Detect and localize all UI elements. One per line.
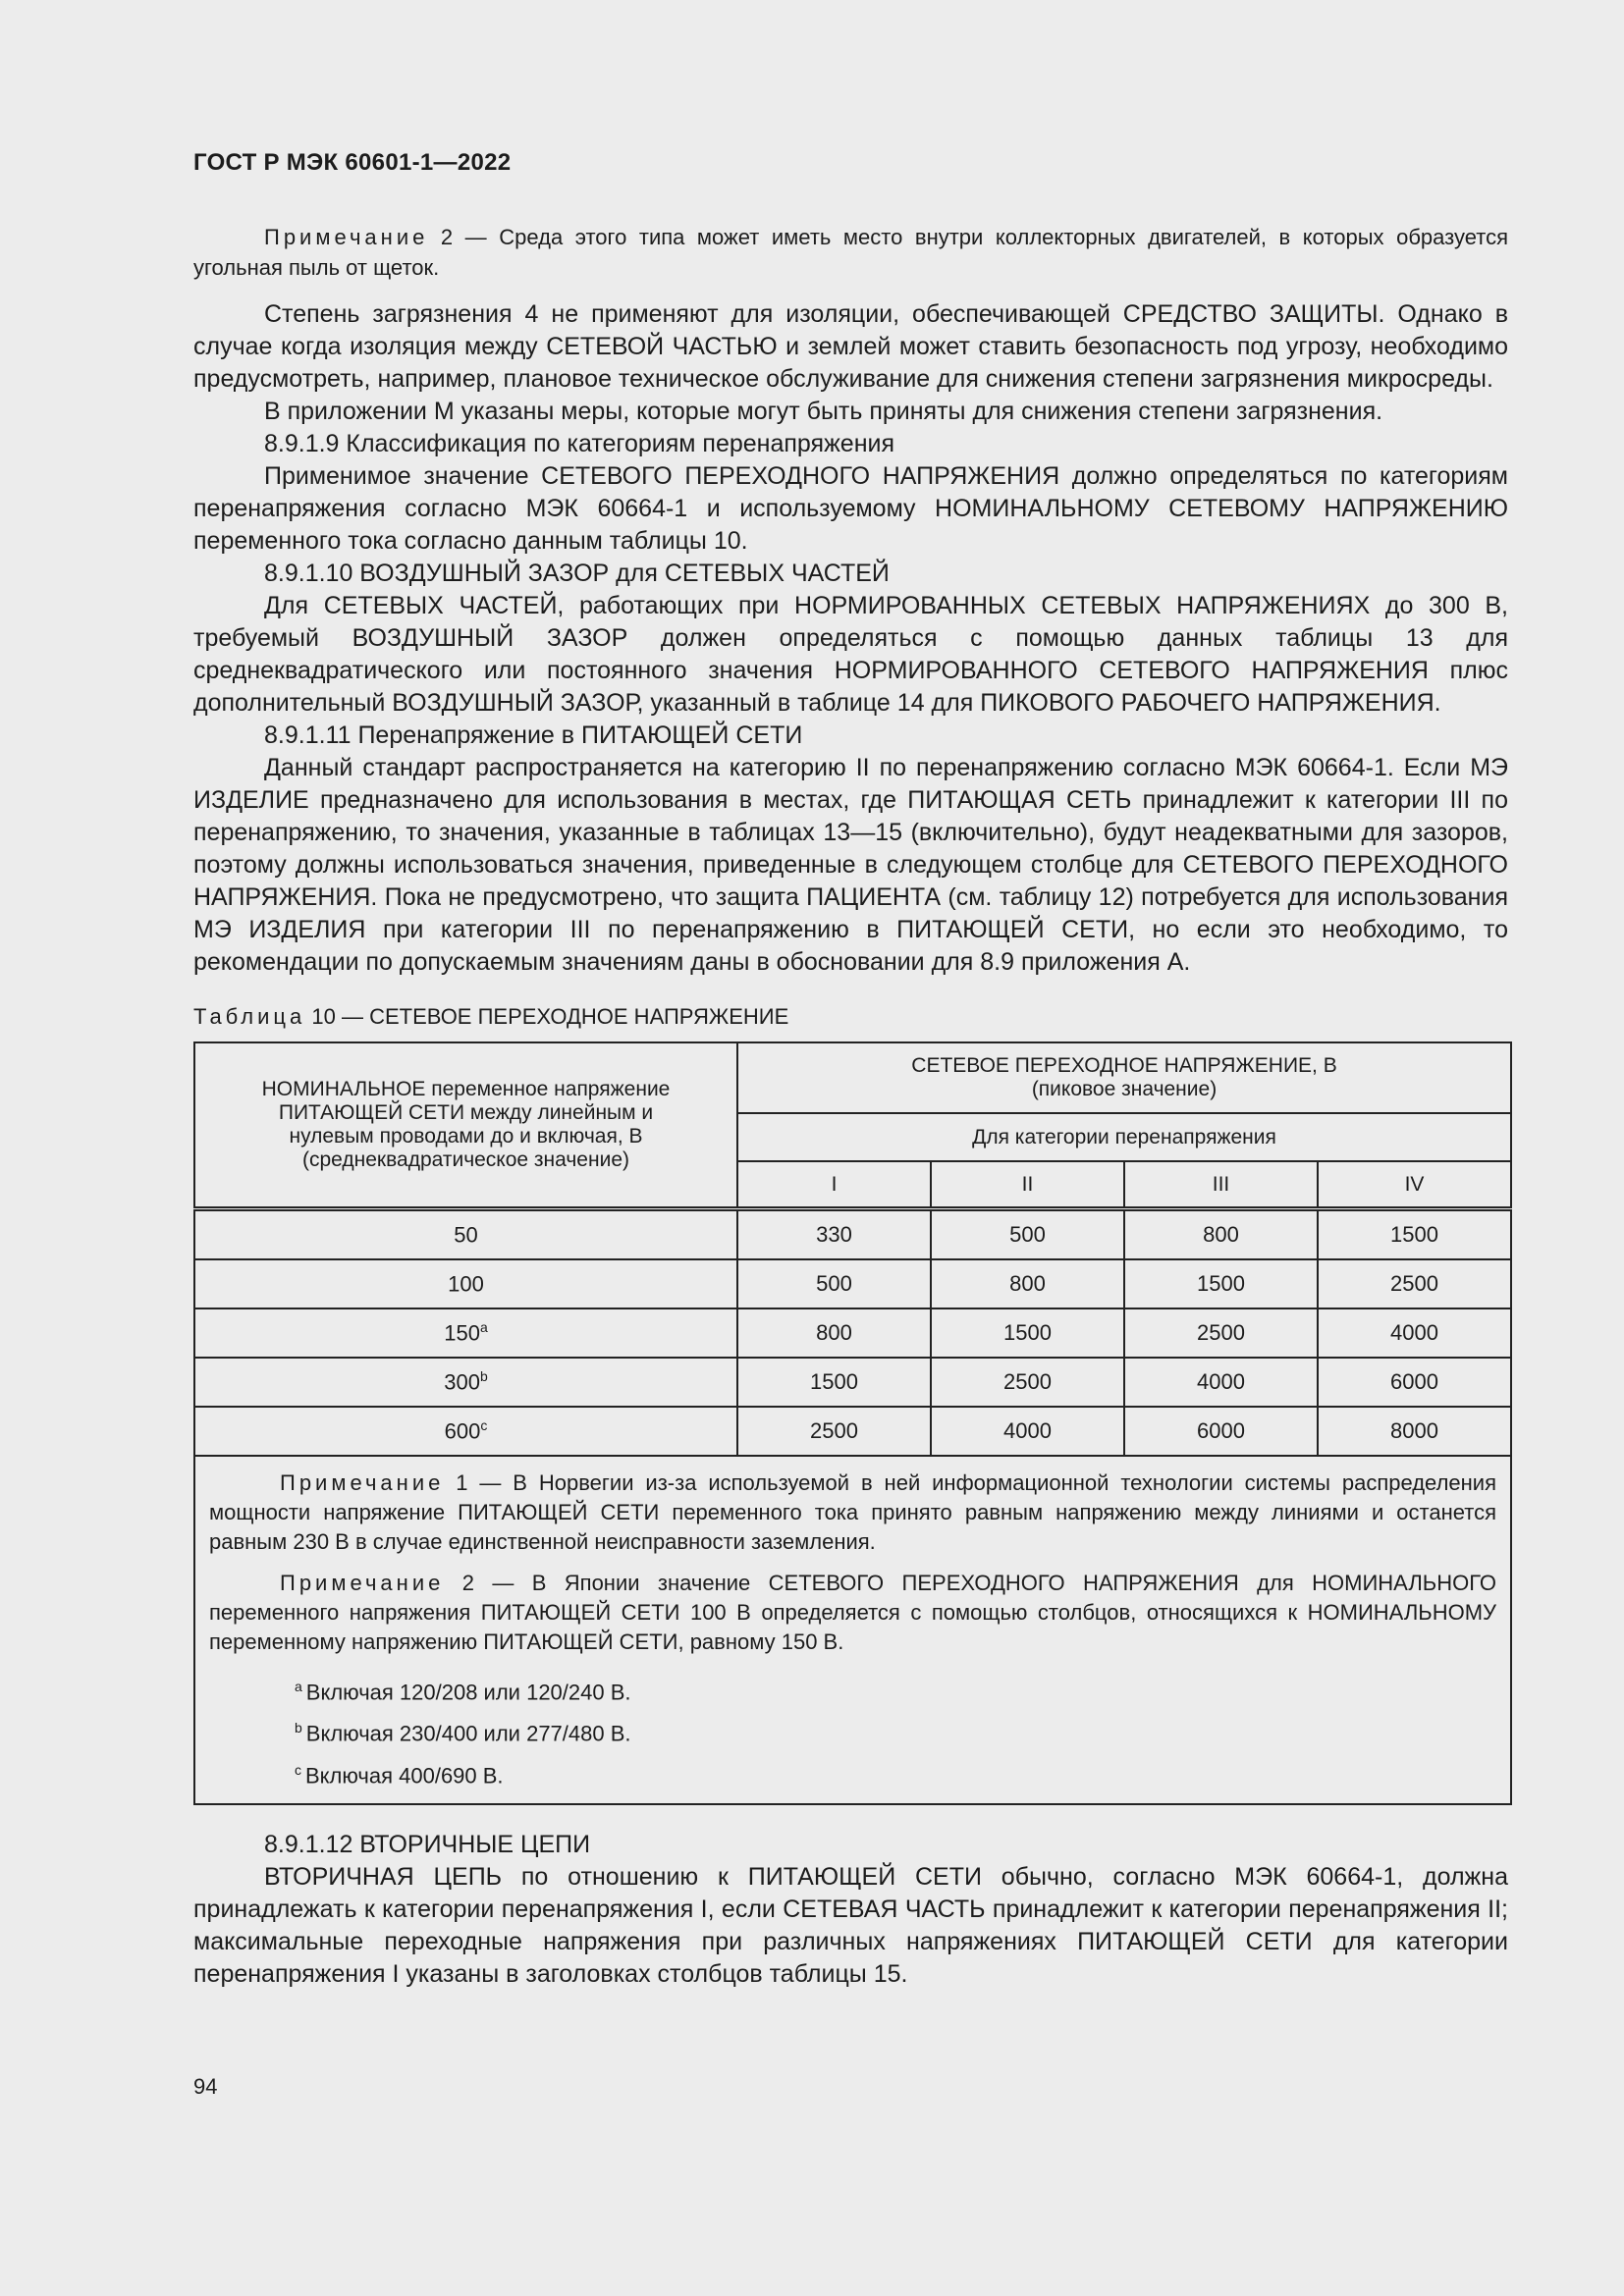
table-caption xyxy=(193,1002,1508,1032)
table-notes xyxy=(194,1456,1511,1804)
table-cell: 2500 xyxy=(931,1358,1124,1407)
row-voltage: 100 xyxy=(194,1259,737,1308)
category-I: I xyxy=(737,1161,931,1209)
table-cell: 6000 xyxy=(1318,1358,1511,1407)
paragraph-6: Для СЕТЕВЫХ ЧАСТЕЙ, работающих при НОРМИРОВАННЫХ СЕТЕВЫХ НАПРЯЖЕНИЯХ до 300 В, требуемый ВОЗДУШНЫЙ ЗАЗОР должен определяться с помощью данных таблицы 13 для среднеквадратического или постоянного значения НОРМИРОВАННОГО СЕТЕВОГО НАПРЯЖЕНИЯ плюс дополнительный ВОЗДУШНЫЙ ЗАЗОР, указанный в таблице 14 для ПИКОВОГО РАБОЧЕГО НАПРЯЖЕНИЯ. xyxy=(193,592,1508,717)
table-cell: 8000 xyxy=(1318,1407,1511,1456)
table-notes-row xyxy=(194,1456,1511,1804)
section-heading-8-9-1-10: 8.9.1.10 ВОЗДУШНЫЙ ЗАЗОР для СЕТЕВЫХ ЧАСТЕЙ xyxy=(264,560,890,587)
table-cell: 800 xyxy=(737,1308,931,1358)
table-cell: 4000 xyxy=(1318,1308,1511,1358)
note-paragraph xyxy=(193,222,1508,283)
paragraph-4: Применимое значение СЕТЕВОГО ПЕРЕХОДНОГО НАПРЯЖЕНИЯ должно определяться по категориям перенапряжения согласно МЭК 60664-1 и используемому НОМИНАЛЬНОМУ СЕТЕВОМУ НАПРЯЖЕНИЮ переменного тока согласно данным таблицы 10. xyxy=(193,462,1508,555)
group-header-subtitle: (пиковое значение) xyxy=(1031,1078,1218,1100)
table-row xyxy=(194,1308,1511,1358)
table-row xyxy=(194,1407,1511,1456)
table-note-1: Примечание 1 — В Норвегии из-за используемой в ней информационной технологии системы распределения мощности напряжение ПИТАЮЩЕЙ СЕТИ переменного тока принято равным напряжению между линиями и останется равным 230 В в случае единственной неисправности заземления. xyxy=(209,1470,1496,1554)
table-note-2: Примечание 2 — В Японии значение СЕТЕВОГО ПЕРЕХОДНОГО НАПРЯЖЕНИЯ для НОМИНАЛЬНОГО переменного напряжения ПИТАЮЩЕЙ СЕТИ 100 В определяется с помощью столбцов, относящихся к НОМИНАЛЬНОМУ переменному напряжению ПИТАЮЩЕЙ СЕТИ, равному 150 В. xyxy=(209,1571,1496,1654)
table-10 xyxy=(193,1041,1512,1805)
category-III: III xyxy=(1124,1161,1318,1209)
paragraph-2: В приложении М указаны меры, которые могут быть приняты для снижения степени загрязнения. xyxy=(264,398,1383,425)
table-cell: 500 xyxy=(737,1259,931,1308)
table-row xyxy=(194,1209,1511,1260)
category-II: II xyxy=(931,1161,1124,1209)
table-cell: 2500 xyxy=(737,1407,931,1456)
table-cell: 1500 xyxy=(1124,1259,1318,1308)
table-caption-text: 10 — СЕТЕВОЕ ПЕРЕХОДНОЕ НАПРЯЖЕНИЕ xyxy=(305,1004,789,1029)
table-cell: 1500 xyxy=(931,1308,1124,1358)
footnote-a: $^a$ Включая 120/208 или 120/240 В. xyxy=(295,1679,631,1705)
table-cell: 500 xyxy=(931,1209,1124,1260)
table-cell: 330 xyxy=(737,1209,931,1260)
footnote-b: $^b$ Включая 230/400 или 277/480 В. xyxy=(295,1720,631,1746)
note-label: Примечание xyxy=(264,225,429,249)
footnote-c: $^c$ Включая 400/690 В. xyxy=(295,1761,504,1788)
section-heading-8-9-1-11: 8.9.1.11 Перенапряжение в ПИТАЮЩЕЙ СЕТИ xyxy=(264,721,803,749)
paragraph-8: Данный стандарт распространяется на категорию II по перенапряжению согласно МЭК 60664-1. Если МЭ ИЗДЕЛИЕ предназначено для использования в местах, где ПИТАЮЩАЯ СЕТЬ принадлежит к категории III по перенапряжению, то значения, указанные в таблицах 13—15 (включительно), будут неадекватными для зазоров, поэтому должны использоваться значения, приведенные в следующем столбце для СЕТЕВОГО ПЕРЕХОДНОГО НАПРЯЖЕНИЯ. Пока не предусмотрено, что защита ПАЦИЕНТА (см. таблицу 12) потребуется для использования МЭ ИЗДЕЛИЯ при категории III по перенапряжению в ПИТАЮЩЕЙ СЕТИ, но если это необходимо, то рекомендации по допускаемым значениям даны в обосновании для 8.9 приложения А. xyxy=(193,754,1508,976)
row-voltage: 300$^b$ xyxy=(194,1358,737,1407)
table-cell: 800 xyxy=(931,1259,1124,1308)
table-row xyxy=(194,1259,1511,1308)
section-heading-8-9-1-9: 8.9.1.9 Классификация по категориям перенапряжения xyxy=(264,430,895,457)
table-cell: 1500 xyxy=(737,1358,931,1407)
table-cell: 4000 xyxy=(1124,1358,1318,1407)
table-cell: 6000 xyxy=(1124,1407,1318,1456)
table-cell: 4000 xyxy=(931,1407,1124,1456)
row-voltage: 50 xyxy=(194,1209,737,1260)
group-header-title: СЕТЕВОЕ ПЕРЕХОДНОЕ НАПРЯЖЕНИЕ, В xyxy=(911,1054,1337,1077)
row-voltage: 600$^c$ xyxy=(194,1407,737,1456)
document-header: ГОСТ Р МЭК 60601-1—2022 xyxy=(193,149,512,176)
table-row xyxy=(194,1358,1511,1407)
page-number: 94 xyxy=(193,2074,218,2099)
paragraph-1: Степень загрязнения 4 не применяют для изоляции, обеспечивающей СРЕДСТВО ЗАЩИТЫ. Однако в случае когда изоляция между СЕТЕВОЙ ЧАСТЬЮ и землей может ставить безопасность под угрозу, необходимо предусмотреть, например, плановое техническое обслуживание для снижения степени загрязнения микросреды. xyxy=(193,300,1508,393)
category-IV: IV xyxy=(1318,1161,1511,1209)
row-voltage: 150$^a$ xyxy=(194,1308,737,1358)
table-cell: 800 xyxy=(1124,1209,1318,1260)
section-heading-8-9-1-12: 8.9.1.12 ВТОРИЧНЫЕ ЦЕПИ xyxy=(264,1830,591,1858)
table-caption-label: Таблица xyxy=(193,1004,306,1029)
paragraph-10: ВТОРИЧНАЯ ЦЕПЬ по отношению к ПИТАЮЩЕЙ СЕТИ обычно, согласно МЭК 60664-1, должна принадлежать к категории перенапряжения I, если СЕТЕВАЯ ЧАСТЬ принадлежит к категории перенапряжения II; максимальные переходные напряжения при различных напряжениях ПИТАЮЩЕЙ СЕТИ для категории перенапряжения I указаны в заголовках столбцов таблицы 15. xyxy=(193,1862,1508,1988)
column-header-nominal-voltage: НОМИНАЛЬНОЕ переменное напряжение ПИТАЮЩЕЙ СЕТИ между линейным и нулевым проводами до и включая, В (среднеквадратическое значение) xyxy=(194,1042,737,1209)
table-cell: 2500 xyxy=(1318,1259,1511,1308)
column-header-transient-voltage xyxy=(737,1042,1511,1113)
category-header: Для категории перенапряжения xyxy=(737,1113,1511,1161)
document-body xyxy=(193,222,1508,1991)
note-text: 2 — Среда этого типа может иметь место внутри коллекторных двигателей, в которых образуется угольная пыль от щеток. xyxy=(193,225,1508,280)
table-cell: 2500 xyxy=(1124,1308,1318,1358)
table-cell: 1500 xyxy=(1318,1209,1511,1260)
